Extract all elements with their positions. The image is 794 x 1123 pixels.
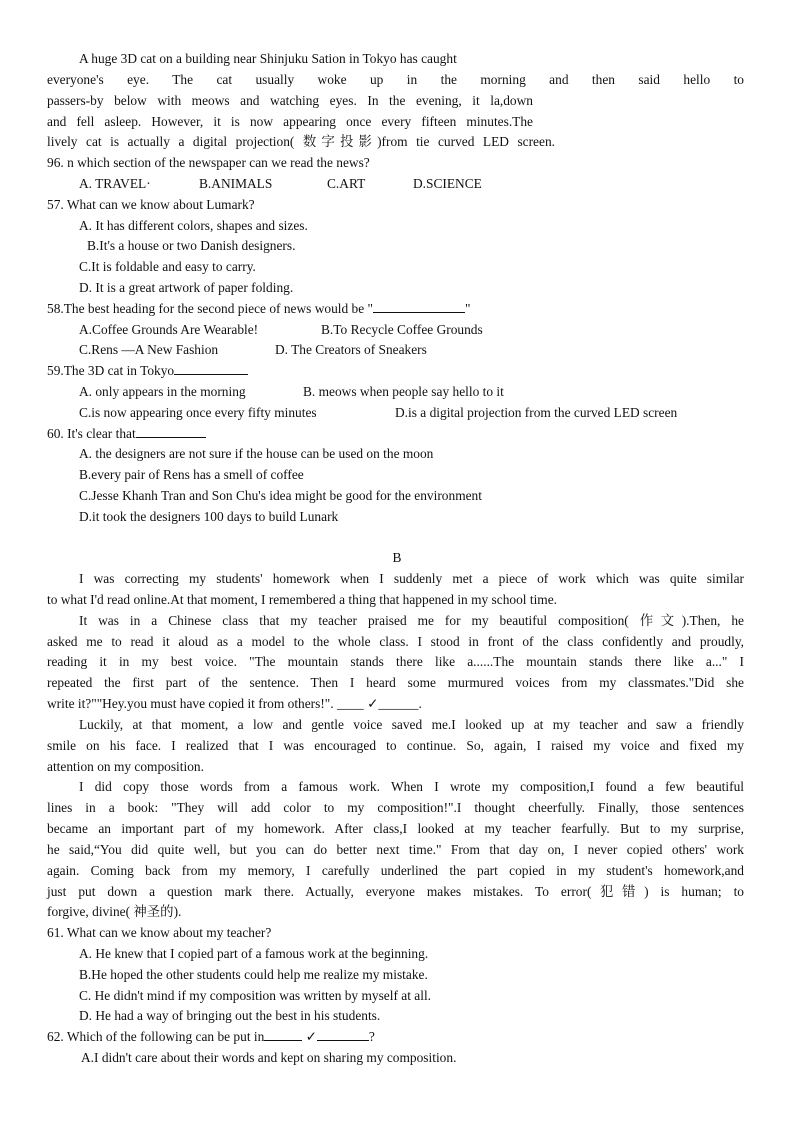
passage-b-line: forgive, divine( 神圣的). bbox=[47, 904, 182, 919]
question-59-text: 59.The 3D cat in Tokyo bbox=[47, 363, 175, 378]
question-60-stem bbox=[47, 424, 747, 445]
option[interactable]: A.Coffee Grounds Are Wearable! bbox=[79, 322, 259, 337]
question-60-text: 60. It's clear that bbox=[47, 426, 136, 441]
question-58-text: 58.The best heading for the second piece of news would be " bbox=[47, 301, 373, 316]
option[interactable]: C.Rens —A New Fashion bbox=[79, 342, 219, 357]
option[interactable]: A. the designers are not sure if the house can be used on the moon bbox=[79, 446, 434, 461]
question-62-text: 62. Which of the following can be put in bbox=[47, 1029, 265, 1044]
option[interactable]: D.is a digital projection from the curved LED screen bbox=[395, 405, 678, 420]
option[interactable]: B.every pair of Rens has a smell of coffee bbox=[79, 467, 304, 482]
passage-b-line-with-blank: write it?""Hey.you must have copied it from others!". ____ ✓______. bbox=[47, 696, 422, 711]
question-56-stem: 96. n which section of the newspaper can we read the news? bbox=[47, 155, 370, 170]
passage-a-line: passers-by below with meows and watching eyes. In the evening, it la,down bbox=[47, 93, 533, 108]
question-59-stem bbox=[47, 361, 747, 382]
answer-blank[interactable] bbox=[317, 1027, 369, 1041]
passage-a-line: lively cat is actually a digital projection( 数字投影)from tie curved LED screen. bbox=[47, 134, 555, 149]
answer-blank[interactable] bbox=[264, 1027, 302, 1041]
option[interactable]: A. It has different colors, shapes and sizes. bbox=[79, 218, 308, 233]
passage-b-line: just put down a question mark there. Actually, everyone makes mistakes. To error(犯错) is human; to bbox=[47, 884, 744, 899]
check-mark-icon: ✓ bbox=[305, 1029, 317, 1044]
question-61-stem: 61. What can we know about my teacher? bbox=[47, 925, 272, 940]
option[interactable]: B.He hoped the other students could help me realize my mistake. bbox=[79, 967, 428, 982]
passage-b-line: asked me to read it aloud as a model to the whole class. I stood in front of the class confidently and proudly, bbox=[47, 634, 744, 649]
answer-blank[interactable] bbox=[136, 424, 206, 438]
passage-b-line: I did copy those words from a famous work. When I wrote my composition,I found a few beautiful bbox=[79, 779, 744, 794]
question-62-stem bbox=[47, 1027, 747, 1048]
passage-a-line: and fell asleep. However, it is now appearing once every fifteen minutes.The bbox=[47, 114, 533, 129]
question-62-mark: ? bbox=[368, 1029, 375, 1044]
option[interactable]: A. He knew that I copied part of a famous work at the beginning. bbox=[79, 946, 429, 961]
option[interactable]: C.is now appearing once every fifty minutes bbox=[79, 405, 317, 420]
option[interactable]: D. He had a way of bringing out the best in his students. bbox=[79, 1008, 381, 1023]
option[interactable]: C.ART bbox=[327, 176, 366, 191]
option[interactable]: A.I didn't care about their words and kept on sharing my composition. bbox=[81, 1050, 457, 1065]
option[interactable]: C.Jesse Khanh Tran and Son Chu's idea might be good for the environment bbox=[79, 488, 482, 503]
passage-b-line: again. Coming back from my memory, I carefully underlined the part copied in my student's homework,and bbox=[47, 863, 744, 878]
passage-b-line: I was correcting my students' homework when I suddenly met a piece of work which was quite similar bbox=[79, 571, 744, 586]
passage-b-line: Luckily, at that moment, a low and gentle voice saved me.I looked up at my teacher and saw a friendly bbox=[79, 717, 744, 732]
option[interactable]: D.it took the designers 100 days to build Lunark bbox=[79, 509, 339, 524]
option[interactable]: C.It is foldable and easy to carry. bbox=[79, 259, 256, 274]
option[interactable]: B. meows when people say hello to it bbox=[303, 384, 504, 399]
question-58-stem bbox=[47, 299, 747, 320]
option[interactable]: D.SCIENCE bbox=[413, 176, 482, 191]
passage-b-line: smile on his face. I realized that I was encouraged to continue. So, again, I raised my voice and fixed my bbox=[47, 738, 744, 753]
option[interactable]: A. TRAVEL· bbox=[79, 176, 151, 191]
question-57-stem: 57. What can we know about Lumark? bbox=[47, 197, 255, 212]
passage-b-line: to what I'd read online.At that moment, I remembered a thing that happened in my school time. bbox=[47, 592, 558, 607]
passage-b-line: became an important part of my homework. After class,I looked at my teacher fearfully. But to my surprise, bbox=[47, 821, 744, 836]
question-58-quote: " bbox=[465, 301, 471, 316]
passage-b-line: reading it in my best voice. "The mountain stands there like a......The mountain stands there like a..." I bbox=[47, 654, 744, 669]
answer-blank[interactable] bbox=[373, 299, 465, 313]
option[interactable]: D. The Creators of Sneakers bbox=[275, 342, 427, 357]
passage-b-line: attention on my composition. bbox=[47, 759, 204, 774]
option[interactable]: A. only appears in the morning bbox=[79, 384, 246, 399]
answer-blank[interactable] bbox=[174, 361, 248, 375]
passage-b-line: lines in a book: "They will add color to my composition!".I thought cheerfully. Finally, those sentences bbox=[47, 800, 744, 815]
passage-b-line: he said,“You did quite well, but you can do better next time." From that day on, I never copied others' work bbox=[47, 842, 744, 857]
passage-b-line: repeated the first part of the sentence. Then I heard some murmured voices from my classmates."Did she bbox=[47, 675, 744, 690]
passage-b-line: It was in a Chinese class that my teacher praised me for my beautiful composition( 作文).Then, he bbox=[79, 613, 744, 628]
option[interactable]: B.To Recycle Coffee Grounds bbox=[321, 322, 483, 337]
option[interactable]: B.ANIMALS bbox=[199, 176, 273, 191]
section-label: B bbox=[392, 550, 402, 565]
passage-a-line: A huge 3D cat on a building near Shinjuku Sation in Tokyo has caught bbox=[79, 51, 457, 66]
option[interactable]: C. He didn't mind if my composition was written by myself at all. bbox=[79, 988, 432, 1003]
option[interactable]: D. It is a great artwork of paper folding. bbox=[79, 280, 294, 295]
option[interactable]: B.It's a house or two Danish designers. bbox=[87, 238, 296, 253]
passage-a-line: everyone's eye. The cat usually woke up in the morning and then said hello to bbox=[47, 72, 744, 87]
